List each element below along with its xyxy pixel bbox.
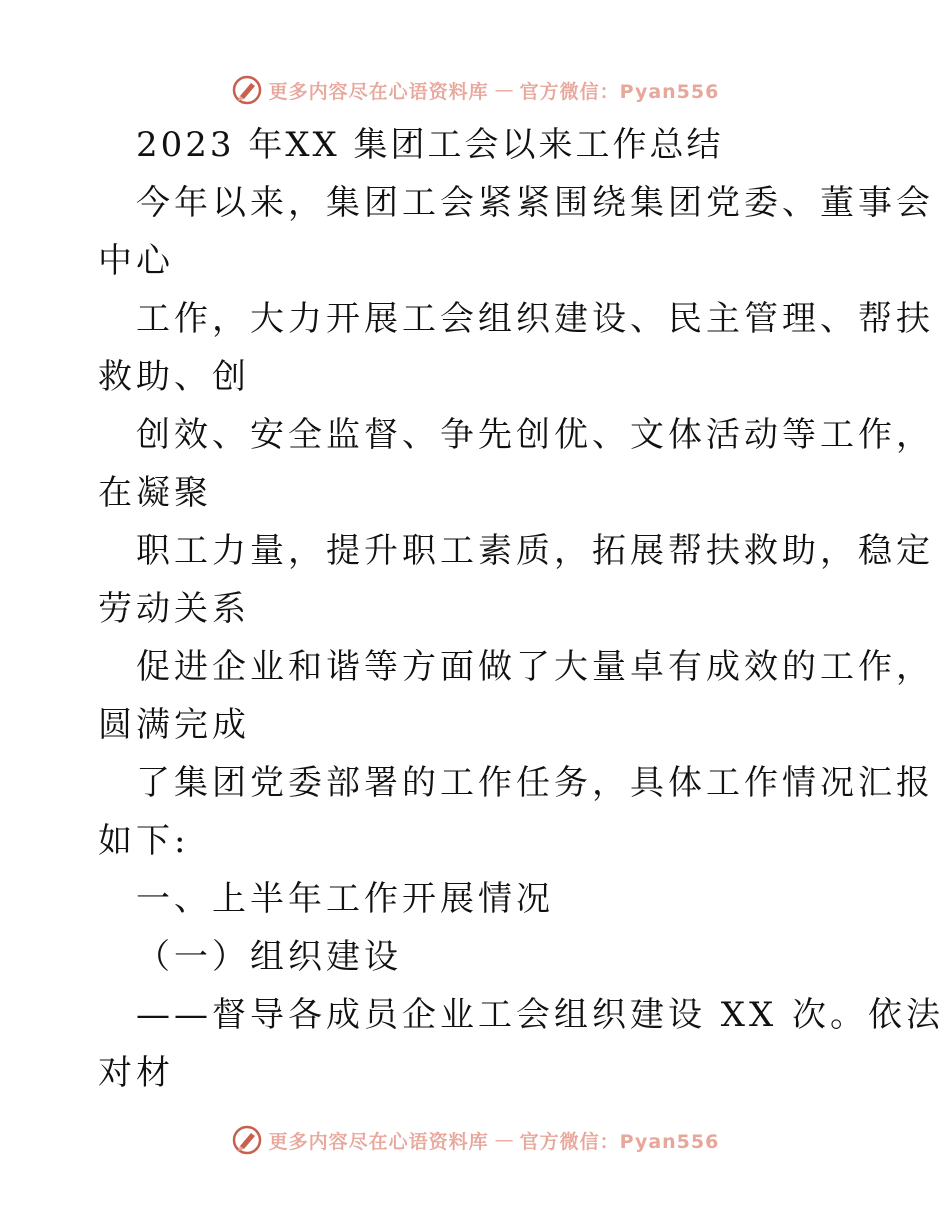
- watermark-contact: 官方微信：Pyan556: [519, 80, 720, 103]
- text-line: 创效、安全监督、争先创优、文体活动等工作，: [136, 415, 934, 455]
- watermark-separator: —: [494, 79, 514, 101]
- text-line: 对材: [98, 1053, 174, 1093]
- watermark-contact: 官方微信：Pyan556: [519, 1130, 720, 1153]
- document-paragraphs: [98, 174, 945, 1102]
- text-line: ——督导各成员企业工会组织建设 XX 次。依法: [136, 995, 945, 1035]
- watermark-footer: [0, 1120, 950, 1160]
- text-line: 圆满完成: [98, 705, 250, 745]
- text-line: 了集团党委部署的工作任务，具体工作情况汇报: [136, 763, 934, 803]
- text-line: 如下:: [98, 821, 190, 861]
- text-line: 救助、创: [98, 357, 250, 397]
- document-title: 2023 年XX 集团工会以来工作总结: [136, 125, 724, 165]
- watermark-header: [0, 70, 950, 110]
- text-line: 在凝聚: [98, 473, 212, 513]
- pen-logo-icon: [231, 1124, 263, 1156]
- text-line: 职工力量，提升职工素质，拓展帮扶救助，稳定: [136, 531, 934, 571]
- text-line: 中心: [98, 241, 174, 281]
- watermark-text: 更多内容尽在心语资料库: [268, 80, 489, 103]
- text-line: （一）组织建设: [136, 937, 402, 977]
- pen-logo-icon: [231, 74, 263, 106]
- text-line: 工作，大力开展工会组织建设、民主管理、帮扶: [136, 299, 934, 339]
- watermark-text: 更多内容尽在心语资料库: [268, 1130, 489, 1153]
- text-line: 一、上半年工作开展情况: [136, 879, 554, 919]
- watermark-separator: —: [494, 1129, 514, 1151]
- text-line: 劳动关系: [98, 589, 250, 629]
- document-body: [98, 116, 945, 1102]
- text-line: 今年以来，集团工会紧紧围绕集团党委、董事会: [136, 183, 934, 223]
- text-line: 促进企业和谐等方面做了大量卓有成效的工作，: [136, 647, 934, 687]
